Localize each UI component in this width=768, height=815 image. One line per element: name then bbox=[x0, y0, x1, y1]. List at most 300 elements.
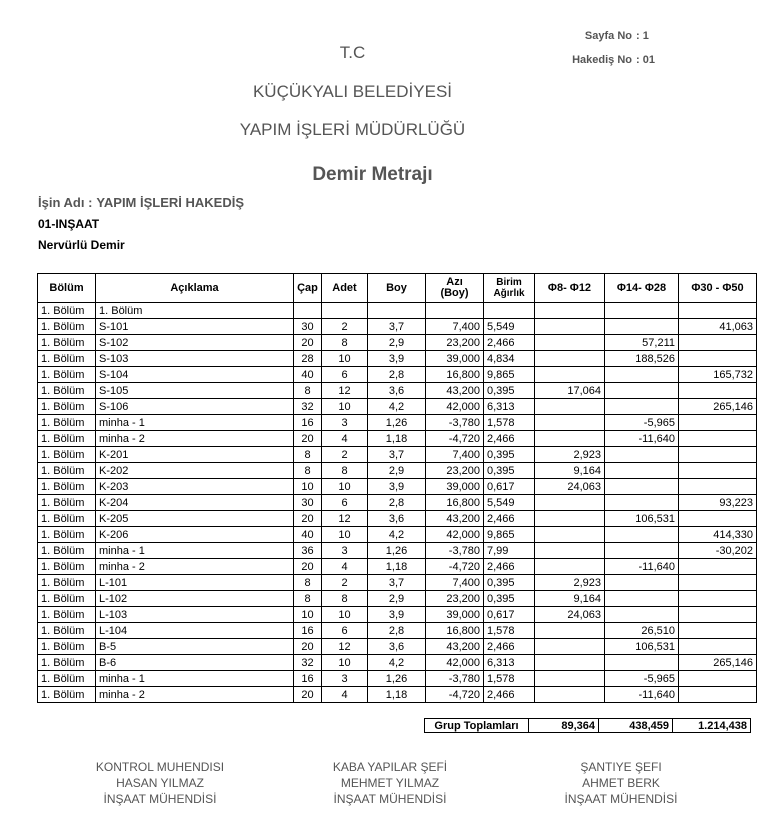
totals-label: Grup Toplamları bbox=[425, 719, 529, 733]
cell-phi14-28 bbox=[605, 543, 679, 559]
cell-birim-agirlik: 6,313 bbox=[484, 399, 535, 415]
cell-phi8-12 bbox=[535, 623, 605, 639]
cell-birim-agirlik: 1,578 bbox=[484, 415, 535, 431]
job-name-label: İşin Adı : bbox=[38, 195, 93, 210]
page-number-value: : 1 bbox=[636, 30, 649, 42]
cell-bolum: 1. Bölüm bbox=[38, 511, 96, 527]
cell-azi-boy: 23,200 bbox=[426, 463, 484, 479]
signature-role: İNŞAAT MÜHENDİSİ bbox=[103, 792, 217, 806]
cell-phi30-50: 93,223 bbox=[679, 495, 757, 511]
table-row bbox=[38, 495, 757, 511]
cell-phi8-12 bbox=[535, 319, 605, 335]
signature-name: AHMET BERK bbox=[582, 776, 660, 790]
cell-adet: 10 bbox=[322, 399, 368, 415]
signature-site-chief bbox=[541, 759, 701, 807]
cell-cap: 8 bbox=[294, 463, 322, 479]
cell-adet: 8 bbox=[322, 335, 368, 351]
table-row bbox=[38, 607, 757, 623]
cell-aciklama: minha - 2 bbox=[96, 431, 294, 447]
cell-bolum: 1. Bölüm bbox=[38, 319, 96, 335]
cell-birim-agirlik: 2,466 bbox=[484, 687, 535, 703]
cell-azi-boy: 16,800 bbox=[426, 495, 484, 511]
cell-cap: 20 bbox=[294, 687, 322, 703]
cell-phi14-28 bbox=[605, 495, 679, 511]
cell-birim-agirlik: 0,395 bbox=[484, 591, 535, 607]
cell-boy bbox=[368, 303, 426, 319]
cell-phi30-50 bbox=[679, 463, 757, 479]
signature-title: KABA YAPILAR ŞEFİ bbox=[332, 760, 448, 774]
cell-cap: 10 bbox=[294, 607, 322, 623]
cell-cap: 8 bbox=[294, 447, 322, 463]
cell-birim-agirlik: 9,865 bbox=[484, 527, 535, 543]
cell-boy: 1,18 bbox=[368, 687, 426, 703]
column-header: Çap bbox=[294, 274, 322, 303]
cell-boy: 3,9 bbox=[368, 479, 426, 495]
cell-azi-boy: -4,720 bbox=[426, 431, 484, 447]
cell-bolum: 1. Bölüm bbox=[38, 543, 96, 559]
cell-boy: 3,7 bbox=[368, 319, 426, 335]
column-header: Adet bbox=[322, 274, 368, 303]
cell-birim-agirlik: 7,99 bbox=[484, 543, 535, 559]
cell-azi-boy: 16,800 bbox=[426, 367, 484, 383]
cell-bolum: 1. Bölüm bbox=[38, 623, 96, 639]
cell-adet: 6 bbox=[322, 495, 368, 511]
cell-azi-boy: -3,780 bbox=[426, 415, 484, 431]
cell-phi14-28 bbox=[605, 463, 679, 479]
cell-aciklama: K-205 bbox=[96, 511, 294, 527]
cell-cap: 20 bbox=[294, 431, 322, 447]
cell-aciklama: S-106 bbox=[96, 399, 294, 415]
cell-cap: 32 bbox=[294, 399, 322, 415]
cell-birim-agirlik: 0,395 bbox=[484, 575, 535, 591]
column-header-text: Birim Ağırlık bbox=[493, 277, 525, 299]
cell-phi30-50 bbox=[679, 415, 757, 431]
cell-phi14-28 bbox=[605, 479, 679, 495]
cell-adet: 10 bbox=[322, 607, 368, 623]
cell-birim-agirlik: 5,549 bbox=[484, 495, 535, 511]
cell-bolum: 1. Bölüm bbox=[38, 431, 96, 447]
cell-azi-boy: 39,000 bbox=[426, 351, 484, 367]
cell-phi30-50 bbox=[679, 671, 757, 687]
cell-phi8-12 bbox=[535, 335, 605, 351]
cell-phi30-50: 414,330 bbox=[679, 527, 757, 543]
cell-aciklama: K-202 bbox=[96, 463, 294, 479]
cell-phi30-50 bbox=[679, 639, 757, 655]
cell-adet: 3 bbox=[322, 415, 368, 431]
cell-phi8-12 bbox=[535, 399, 605, 415]
table-row bbox=[38, 431, 757, 447]
cell-cap: 8 bbox=[294, 383, 322, 399]
hakedis-number-label: Hakediş No bbox=[572, 54, 632, 66]
cell-adet: 10 bbox=[322, 527, 368, 543]
cell-boy: 4,2 bbox=[368, 527, 426, 543]
cell-phi14-28: 106,531 bbox=[605, 511, 679, 527]
table-row bbox=[38, 319, 757, 335]
table-body bbox=[38, 303, 757, 703]
totals-row bbox=[425, 719, 751, 733]
cell-phi8-12 bbox=[535, 495, 605, 511]
cell-bolum: 1. Bölüm bbox=[38, 463, 96, 479]
cell-adet: 10 bbox=[322, 655, 368, 671]
cell-cap: 30 bbox=[294, 495, 322, 511]
cell-bolum: 1. Bölüm bbox=[38, 687, 96, 703]
cell-aciklama: K-206 bbox=[96, 527, 294, 543]
cell-phi14-28 bbox=[605, 447, 679, 463]
cell-aciklama: B-6 bbox=[96, 655, 294, 671]
cell-phi8-12: 24,063 bbox=[535, 479, 605, 495]
cell-aciklama: K-204 bbox=[96, 495, 294, 511]
cell-bolum: 1. Bölüm bbox=[38, 479, 96, 495]
cell-azi-boy: 23,200 bbox=[426, 335, 484, 351]
cell-phi8-12 bbox=[535, 351, 605, 367]
cell-azi-boy: 7,400 bbox=[426, 447, 484, 463]
cell-cap: 32 bbox=[294, 655, 322, 671]
job-name bbox=[38, 195, 244, 210]
cell-phi30-50 bbox=[679, 591, 757, 607]
cell-bolum: 1. Bölüm bbox=[38, 383, 96, 399]
cell-bolum: 1. Bölüm bbox=[38, 655, 96, 671]
cell-phi8-12: 9,164 bbox=[535, 591, 605, 607]
table-row bbox=[38, 479, 757, 495]
cell-aciklama: minha - 2 bbox=[96, 559, 294, 575]
cell-phi8-12: 2,923 bbox=[535, 447, 605, 463]
cell-aciklama: S-104 bbox=[96, 367, 294, 383]
cell-birim-agirlik: 2,466 bbox=[484, 511, 535, 527]
cell-cap: 20 bbox=[294, 639, 322, 655]
cell-bolum: 1. Bölüm bbox=[38, 351, 96, 367]
cell-adet: 6 bbox=[322, 623, 368, 639]
column-header: Φ14- Φ28 bbox=[605, 274, 679, 303]
cell-phi30-50 bbox=[679, 383, 757, 399]
cell-aciklama: L-103 bbox=[96, 607, 294, 623]
cell-boy: 2,8 bbox=[368, 367, 426, 383]
cell-adet: 4 bbox=[322, 431, 368, 447]
cell-cap: 20 bbox=[294, 559, 322, 575]
cell-birim-agirlik: 0,617 bbox=[484, 607, 535, 623]
cell-bolum: 1. Bölüm bbox=[38, 607, 96, 623]
cell-birim-agirlik: 1,578 bbox=[484, 623, 535, 639]
cell-boy: 3,6 bbox=[368, 639, 426, 655]
cell-adet: 6 bbox=[322, 367, 368, 383]
cell-boy: 3,6 bbox=[368, 511, 426, 527]
cell-birim-agirlik: 2,466 bbox=[484, 431, 535, 447]
table-row bbox=[38, 639, 757, 655]
cell-boy: 1,26 bbox=[368, 671, 426, 687]
cell-boy: 1,18 bbox=[368, 559, 426, 575]
cell-birim-agirlik: 0,395 bbox=[484, 463, 535, 479]
cell-bolum: 1. Bölüm bbox=[38, 367, 96, 383]
cell-azi-boy: 23,200 bbox=[426, 591, 484, 607]
cell-boy: 2,9 bbox=[368, 335, 426, 351]
cell-aciklama: L-101 bbox=[96, 575, 294, 591]
table-row bbox=[38, 463, 757, 479]
cell-cap: 8 bbox=[294, 591, 322, 607]
cell-phi8-12: 2,923 bbox=[535, 575, 605, 591]
cell-boy: 3,6 bbox=[368, 383, 426, 399]
cell-aciklama: B-5 bbox=[96, 639, 294, 655]
cell-phi30-50 bbox=[679, 431, 757, 447]
cell-adet: 3 bbox=[322, 543, 368, 559]
cell-cap: 8 bbox=[294, 575, 322, 591]
table-row bbox=[38, 351, 757, 367]
cell-boy: 1,26 bbox=[368, 543, 426, 559]
cell-bolum: 1. Bölüm bbox=[38, 335, 96, 351]
cell-birim-agirlik: 1,578 bbox=[484, 671, 535, 687]
cell-cap: 40 bbox=[294, 527, 322, 543]
cell-phi8-12 bbox=[535, 687, 605, 703]
column-header bbox=[484, 274, 535, 303]
table-header-row bbox=[38, 274, 757, 303]
cell-birim-agirlik: 2,466 bbox=[484, 335, 535, 351]
cell-azi-boy: -3,780 bbox=[426, 671, 484, 687]
cell-phi8-12 bbox=[535, 671, 605, 687]
signature-control-engineer bbox=[80, 759, 240, 807]
cell-bolum: 1. Bölüm bbox=[38, 303, 96, 319]
cell-adet: 12 bbox=[322, 639, 368, 655]
cell-phi30-50: -30,202 bbox=[679, 543, 757, 559]
cell-phi14-28 bbox=[605, 575, 679, 591]
cell-phi30-50: 265,146 bbox=[679, 399, 757, 415]
page-number bbox=[560, 30, 649, 42]
signature-role: İNŞAAT MÜHENDİSİ bbox=[564, 792, 678, 806]
cell-phi8-12 bbox=[535, 543, 605, 559]
cell-phi14-28: -11,640 bbox=[605, 559, 679, 575]
cell-birim-agirlik: 0,617 bbox=[484, 479, 535, 495]
cell-bolum: 1. Bölüm bbox=[38, 447, 96, 463]
cell-adet: 12 bbox=[322, 383, 368, 399]
cell-birim-agirlik: 2,466 bbox=[484, 639, 535, 655]
cell-azi-boy: 39,000 bbox=[426, 607, 484, 623]
table-row bbox=[38, 511, 757, 527]
section-name: 01-INŞAAT bbox=[38, 217, 100, 231]
cell-boy: 1,26 bbox=[368, 415, 426, 431]
cell-azi-boy: 16,800 bbox=[426, 623, 484, 639]
cell-boy: 2,8 bbox=[368, 623, 426, 639]
column-header: Φ8- Φ12 bbox=[535, 274, 605, 303]
cell-phi30-50 bbox=[679, 335, 757, 351]
cell-cap: 36 bbox=[294, 543, 322, 559]
cell-phi14-28: -11,640 bbox=[605, 687, 679, 703]
cell-azi-boy: 43,200 bbox=[426, 383, 484, 399]
table-row bbox=[38, 687, 757, 703]
cell-phi14-28 bbox=[605, 607, 679, 623]
cell-phi30-50: 265,146 bbox=[679, 655, 757, 671]
cell-adet bbox=[322, 303, 368, 319]
table-row bbox=[38, 367, 757, 383]
cell-phi30-50 bbox=[679, 303, 757, 319]
cell-boy: 2,9 bbox=[368, 591, 426, 607]
column-header: Φ30 - Φ50 bbox=[679, 274, 757, 303]
cell-aciklama: K-201 bbox=[96, 447, 294, 463]
cell-aciklama: minha - 2 bbox=[96, 687, 294, 703]
cell-boy: 2,9 bbox=[368, 463, 426, 479]
cell-azi-boy: 42,000 bbox=[426, 527, 484, 543]
cell-phi14-28: 26,510 bbox=[605, 623, 679, 639]
table-row bbox=[38, 543, 757, 559]
cell-phi30-50 bbox=[679, 607, 757, 623]
cell-phi30-50 bbox=[679, 351, 757, 367]
header-line-2: KÜÇÜKYALI BELEDİYESİ bbox=[252, 82, 453, 101]
cell-azi-boy: 42,000 bbox=[426, 655, 484, 671]
cell-adet: 3 bbox=[322, 671, 368, 687]
table-row bbox=[38, 655, 757, 671]
cell-phi14-28: -11,640 bbox=[605, 431, 679, 447]
cell-birim-agirlik: 0,395 bbox=[484, 447, 535, 463]
cell-phi30-50: 165,732 bbox=[679, 367, 757, 383]
column-header: Açıklama bbox=[96, 274, 294, 303]
cell-boy: 1,18 bbox=[368, 431, 426, 447]
cell-adet: 12 bbox=[322, 511, 368, 527]
cell-cap bbox=[294, 303, 322, 319]
table-row bbox=[38, 591, 757, 607]
cell-phi14-28 bbox=[605, 383, 679, 399]
cell-phi14-28 bbox=[605, 527, 679, 543]
total-phi30-50: 1.214,438 bbox=[673, 719, 751, 733]
column-header: Boy bbox=[368, 274, 426, 303]
column-header-text: Azı (Boy) bbox=[440, 276, 469, 299]
cell-aciklama: minha - 1 bbox=[96, 415, 294, 431]
header-line-1: T.C bbox=[339, 43, 366, 62]
cell-boy: 3,9 bbox=[368, 351, 426, 367]
signature-role: İNŞAAT MÜHENDİSİ bbox=[333, 792, 447, 806]
cell-azi-boy: -3,780 bbox=[426, 543, 484, 559]
cell-azi-boy: 39,000 bbox=[426, 479, 484, 495]
cell-cap: 28 bbox=[294, 351, 322, 367]
cell-phi14-28 bbox=[605, 303, 679, 319]
cell-phi30-50: 41,063 bbox=[679, 319, 757, 335]
cell-cap: 16 bbox=[294, 671, 322, 687]
cell-bolum: 1. Bölüm bbox=[38, 575, 96, 591]
cell-phi14-28 bbox=[605, 319, 679, 335]
cell-phi8-12: 9,164 bbox=[535, 463, 605, 479]
cell-phi14-28: 188,526 bbox=[605, 351, 679, 367]
cell-phi14-28 bbox=[605, 367, 679, 383]
cell-phi30-50 bbox=[679, 447, 757, 463]
cell-azi-boy: -4,720 bbox=[426, 687, 484, 703]
cell-boy: 3,9 bbox=[368, 607, 426, 623]
cell-bolum: 1. Bölüm bbox=[38, 639, 96, 655]
cell-cap: 16 bbox=[294, 415, 322, 431]
cell-phi14-28 bbox=[605, 655, 679, 671]
table-row bbox=[38, 447, 757, 463]
cell-cap: 30 bbox=[294, 319, 322, 335]
cell-phi14-28: -5,965 bbox=[605, 671, 679, 687]
table-row bbox=[38, 335, 757, 351]
cell-phi8-12 bbox=[535, 511, 605, 527]
cell-azi-boy: 43,200 bbox=[426, 639, 484, 655]
cell-aciklama: S-103 bbox=[96, 351, 294, 367]
table-row bbox=[38, 671, 757, 687]
cell-birim-agirlik: 2,466 bbox=[484, 559, 535, 575]
cell-aciklama: 1. Bölüm bbox=[96, 303, 294, 319]
cell-boy: 4,2 bbox=[368, 399, 426, 415]
cell-bolum: 1. Bölüm bbox=[38, 495, 96, 511]
cell-phi30-50 bbox=[679, 479, 757, 495]
cell-cap: 20 bbox=[294, 511, 322, 527]
cell-bolum: 1. Bölüm bbox=[38, 415, 96, 431]
job-name-value: YAPIM İŞLERİ HAKEDİŞ bbox=[96, 195, 245, 210]
cell-phi30-50 bbox=[679, 575, 757, 591]
cell-aciklama: K-203 bbox=[96, 479, 294, 495]
cell-aciklama: S-101 bbox=[96, 319, 294, 335]
table-row bbox=[38, 399, 757, 415]
table-row bbox=[38, 303, 757, 319]
cell-phi8-12: 17,064 bbox=[535, 383, 605, 399]
total-phi8-12: 89,364 bbox=[529, 719, 599, 733]
document-title: Demir Metrajı bbox=[312, 164, 433, 185]
cell-boy: 3,7 bbox=[368, 575, 426, 591]
cell-phi8-12 bbox=[535, 303, 605, 319]
cell-phi8-12 bbox=[535, 367, 605, 383]
cell-phi14-28 bbox=[605, 591, 679, 607]
cell-phi30-50 bbox=[679, 687, 757, 703]
cell-azi-boy: -4,720 bbox=[426, 559, 484, 575]
cell-bolum: 1. Bölüm bbox=[38, 527, 96, 543]
cell-bolum: 1. Bölüm bbox=[38, 399, 96, 415]
cell-phi8-12 bbox=[535, 559, 605, 575]
table-row bbox=[38, 415, 757, 431]
cell-adet: 2 bbox=[322, 447, 368, 463]
cell-phi8-12 bbox=[535, 431, 605, 447]
signature-title: ŞANTIYE ŞEFI bbox=[580, 760, 662, 774]
rebar-table bbox=[37, 273, 757, 703]
cell-phi14-28 bbox=[605, 399, 679, 415]
cell-cap: 10 bbox=[294, 479, 322, 495]
cell-boy: 2,8 bbox=[368, 495, 426, 511]
cell-birim-agirlik: 0,395 bbox=[484, 383, 535, 399]
table-row bbox=[38, 383, 757, 399]
total-phi14-28: 438,459 bbox=[599, 719, 673, 733]
column-header: Bölüm bbox=[38, 274, 96, 303]
cell-aciklama: S-105 bbox=[96, 383, 294, 399]
signature-title: KONTROL MUHENDISI bbox=[95, 760, 225, 774]
cell-aciklama: minha - 1 bbox=[96, 671, 294, 687]
signature-name: HASAN YILMAZ bbox=[116, 776, 204, 790]
cell-birim-agirlik: 6,313 bbox=[484, 655, 535, 671]
cell-birim-agirlik: 5,549 bbox=[484, 319, 535, 335]
cell-aciklama: minha - 1 bbox=[96, 543, 294, 559]
signature-name: MEHMET YILMAZ bbox=[340, 776, 440, 790]
cell-phi30-50 bbox=[679, 623, 757, 639]
cell-bolum: 1. Bölüm bbox=[38, 559, 96, 575]
signature-rough-works-chief bbox=[310, 759, 470, 807]
hakedis-number-value: : 01 bbox=[636, 54, 655, 66]
cell-azi-boy: 42,000 bbox=[426, 399, 484, 415]
cell-adet: 4 bbox=[322, 687, 368, 703]
cell-adet: 8 bbox=[322, 463, 368, 479]
cell-birim-agirlik: 4,834 bbox=[484, 351, 535, 367]
cell-adet: 10 bbox=[322, 351, 368, 367]
cell-phi8-12 bbox=[535, 639, 605, 655]
cell-bolum: 1. Bölüm bbox=[38, 591, 96, 607]
table-row bbox=[38, 623, 757, 639]
cell-aciklama: S-102 bbox=[96, 335, 294, 351]
cell-adet: 2 bbox=[322, 575, 368, 591]
cell-cap: 20 bbox=[294, 335, 322, 351]
cell-azi-boy bbox=[426, 303, 484, 319]
header-line-3: YAPIM İŞLERİ MÜDÜRLÜĞÜ bbox=[239, 120, 466, 139]
cell-aciklama: L-104 bbox=[96, 623, 294, 639]
cell-birim-agirlik: 9,865 bbox=[484, 367, 535, 383]
cell-adet: 4 bbox=[322, 559, 368, 575]
page-number-label: Sayfa No bbox=[584, 30, 632, 42]
cell-phi8-12 bbox=[535, 655, 605, 671]
table-row bbox=[38, 575, 757, 591]
cell-azi-boy: 43,200 bbox=[426, 511, 484, 527]
cell-phi8-12 bbox=[535, 527, 605, 543]
cell-aciklama: L-102 bbox=[96, 591, 294, 607]
cell-cap: 16 bbox=[294, 623, 322, 639]
